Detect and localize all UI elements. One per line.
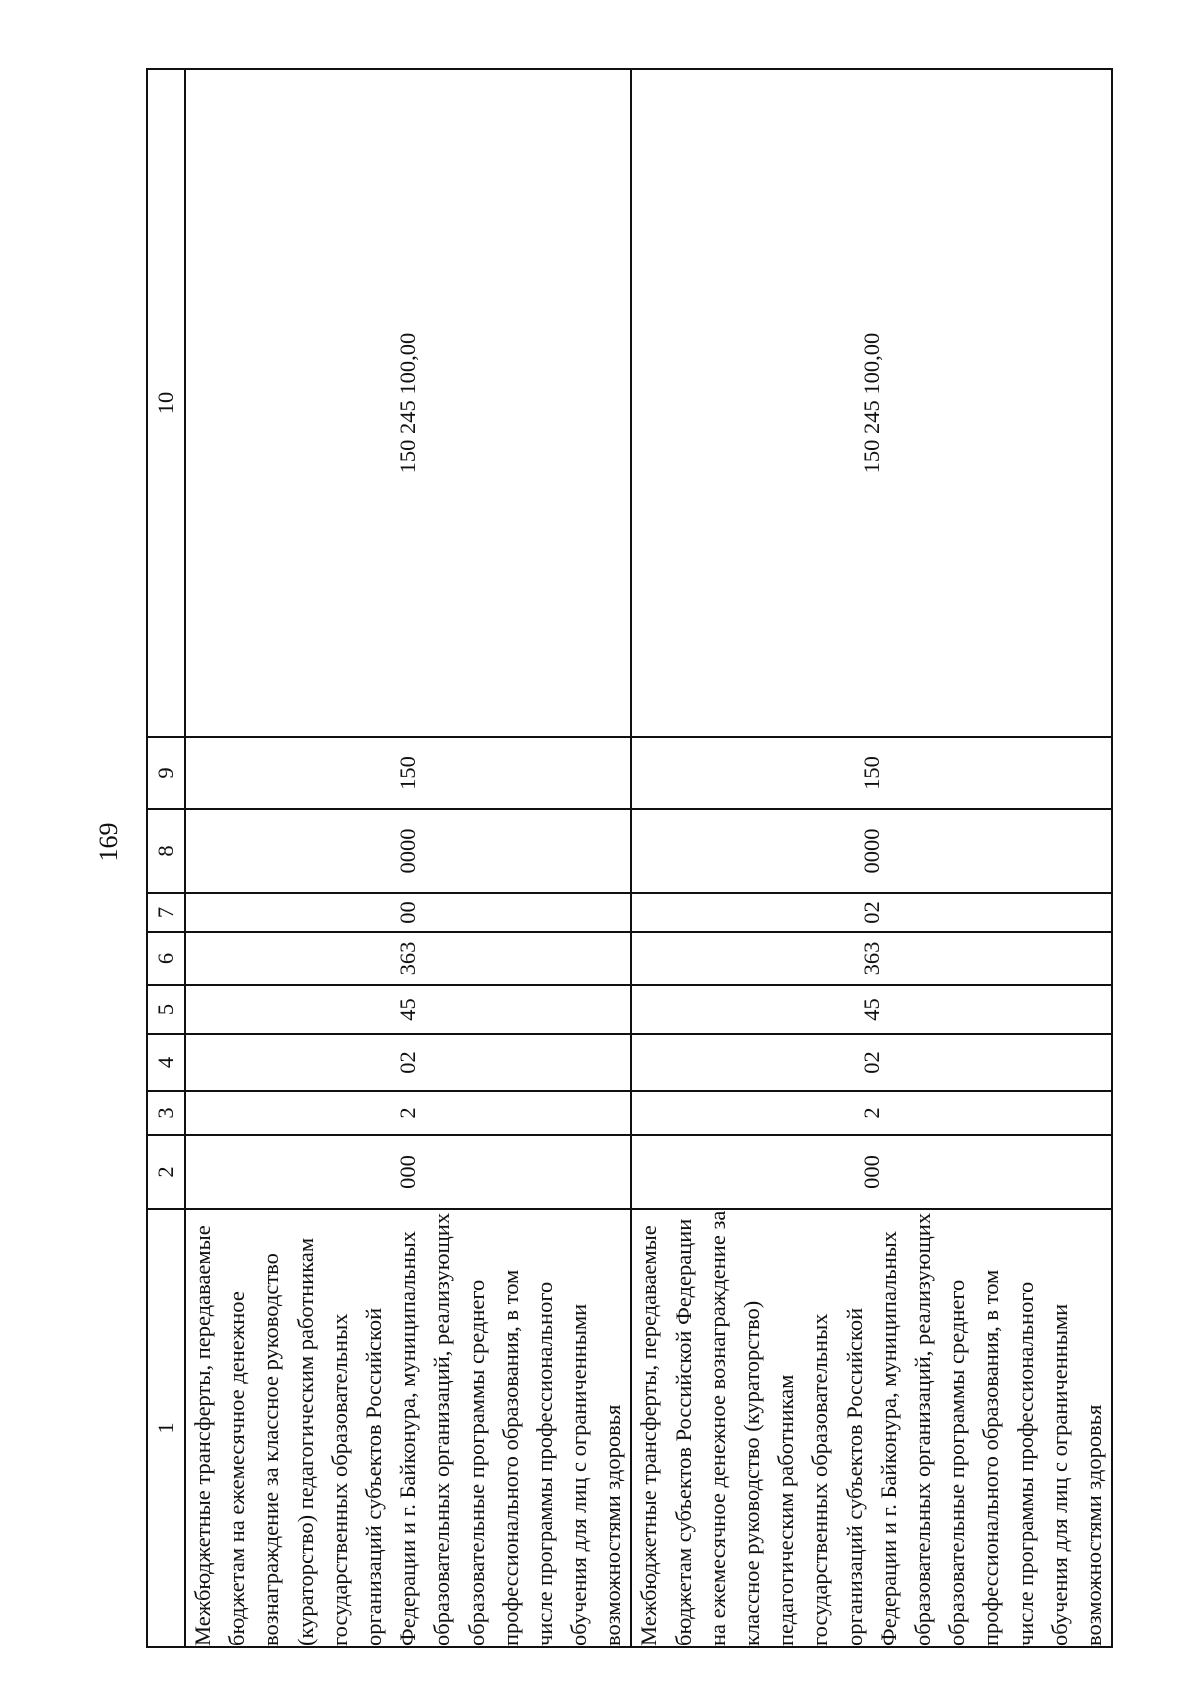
page-number-text: 169 (94, 822, 123, 862)
column-header-7: 7 (147, 893, 185, 932)
subgroup-code-cell: 02 (631, 1034, 1112, 1091)
subgroup-code-cell: 02 (185, 1034, 631, 1091)
column-header-9: 9 (147, 737, 185, 809)
classification-code-cell: 150 (631, 737, 1112, 809)
element-code-cell: 00 (185, 893, 631, 932)
column-header-6: 6 (147, 932, 185, 985)
subarticle-code-cell: 363 (631, 932, 1112, 985)
subarticle-code-cell: 363 (185, 932, 631, 985)
budget-table (146, 68, 1113, 1648)
article-code-cell: 45 (631, 985, 1112, 1034)
amount-cell: 150 245 100,00 (185, 69, 631, 737)
column-header-8: 8 (147, 809, 185, 893)
table-row (631, 69, 1112, 1647)
rotated-table-container (146, 70, 1106, 1648)
article-code-cell: 45 (185, 985, 631, 1034)
table-row (185, 69, 631, 1647)
group-code-cell: 2 (185, 1091, 631, 1135)
column-header-3: 3 (147, 1091, 185, 1135)
program-code-cell: 0000 (185, 809, 631, 893)
column-header-2: 2 (147, 1135, 185, 1209)
admin-code-cell: 000 (631, 1135, 1112, 1209)
row-description: Межбюджетные трансферты, передаваемые бюджетам на ежемесячное денежное вознаграждение за классное руководство (кураторство) педагогическим работникам государственных образовательных организаций субъектов Российской Федерации и г. Байконура, муниципальных образовательных организаций, реализующих образовательные программы среднего профессионального образования, в том числе программы профессионального обучения для лиц с ограниченными возможностями здоровья (185, 1209, 631, 1647)
header-row (147, 69, 185, 1647)
row-description: Межбюджетные трансферты, передаваемые бюджетам субъектов Российской Федерации на ежемесячное денежное вознаграждение за классное руководство (кураторство) педагогическим работникам государственных образовательных организаций субъектов Российской Федерации и г. Байконура, муниципальных образовательных организаций, реализующих образовательные программы среднего профессионального образования, в том числе программы профессионального обучения для лиц с ограниченными возможностями здоровья (631, 1209, 1112, 1647)
admin-code-cell: 000 (185, 1135, 631, 1209)
element-code-cell: 02 (631, 893, 1112, 932)
column-header-5: 5 (147, 985, 185, 1034)
program-code-cell: 0000 (631, 809, 1112, 893)
column-header-1: 1 (147, 1209, 185, 1647)
amount-cell: 150 245 100,00 (631, 69, 1112, 737)
column-header-10: 10 (147, 69, 185, 737)
classification-code-cell: 150 (185, 737, 631, 809)
group-code-cell: 2 (631, 1091, 1112, 1135)
column-header-4: 4 (147, 1034, 185, 1091)
